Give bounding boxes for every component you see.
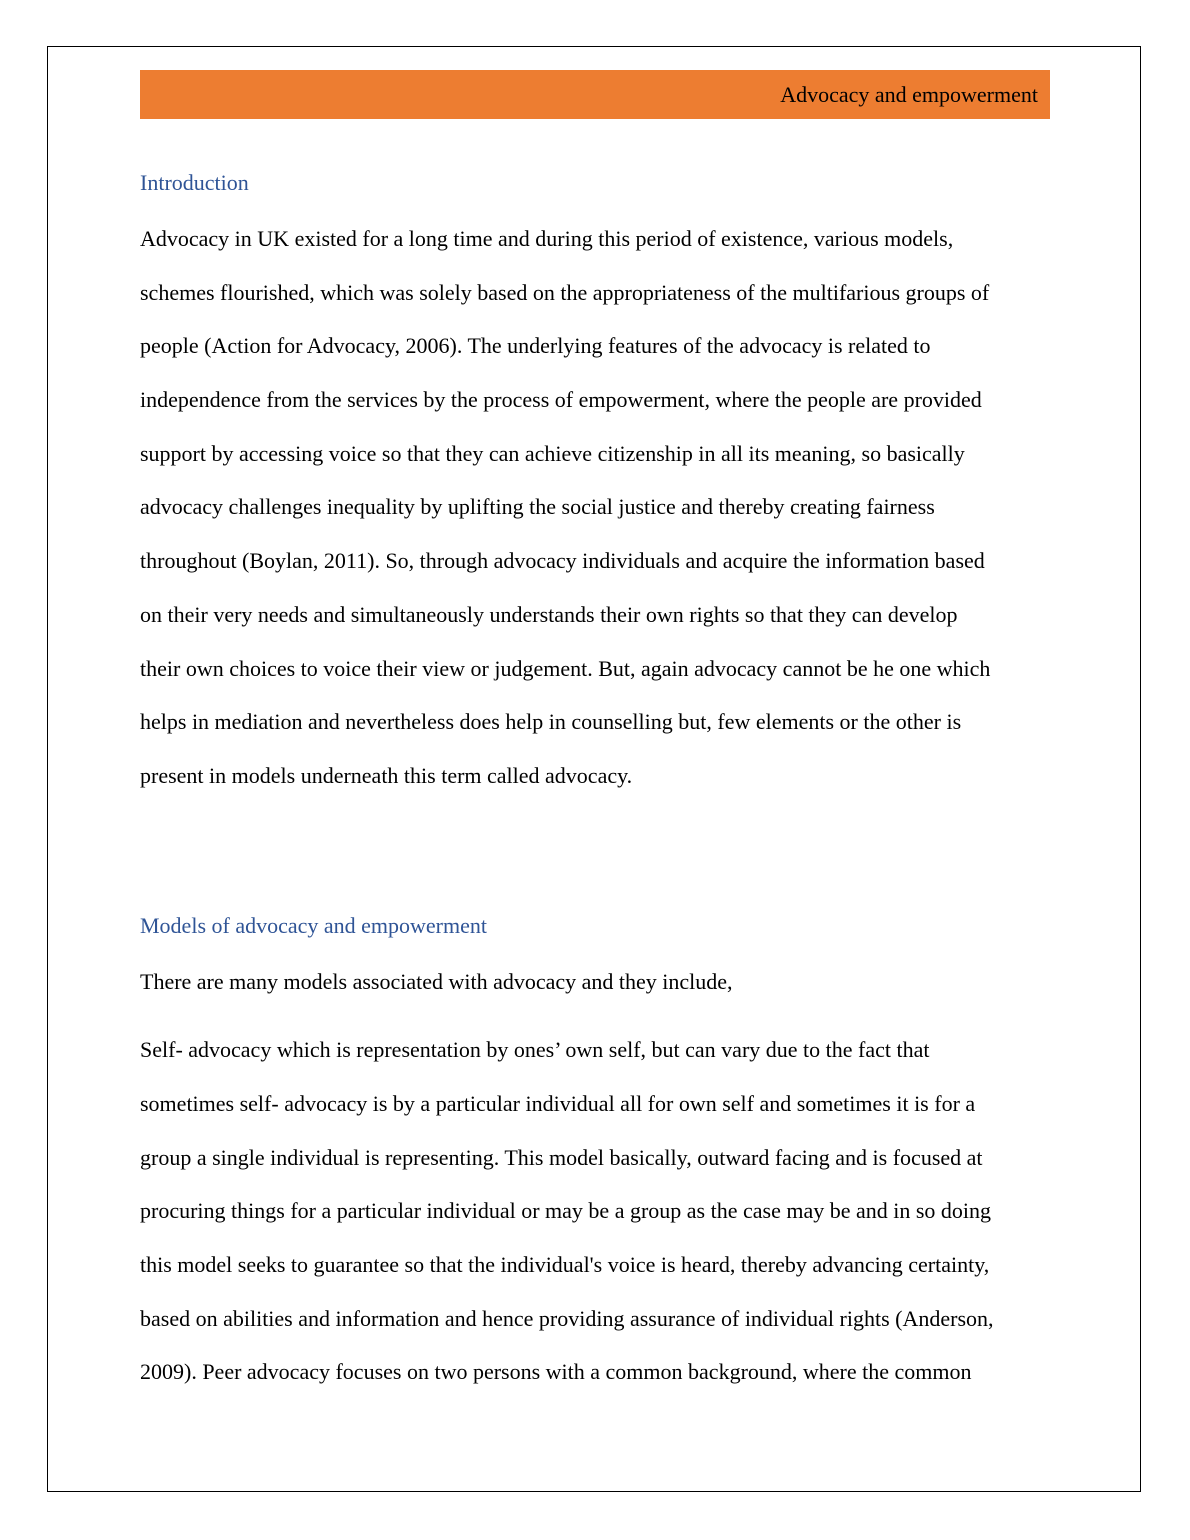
- document-body: [140, 168, 1055, 1399]
- paragraph-line: based on abilities and information and hence providing assurance of individual rights (Anderson,: [140, 1305, 994, 1331]
- models-paragraph: [140, 1023, 1055, 1399]
- paragraph-line: schemes flourished, which was solely based on the appropriateness of the multifarious groups of: [140, 279, 990, 305]
- paragraph-line: 2009). Peer advocacy focuses on two persons with a common background, where the common: [140, 1359, 972, 1385]
- paragraph-line: Advocacy in UK existed for a long time and during this period of existence, various models,: [140, 226, 954, 251]
- paragraph-line: throughout (Boylan, 2011). So, through advocacy individuals and acquire the information based: [140, 548, 985, 574]
- paragraph-line: this model seeks to guarantee so that the individual's voice is heard, thereby advancing certainty,: [140, 1252, 990, 1277]
- header-bar: [140, 70, 1050, 119]
- paragraph-line: present in models underneath this term called advocacy.: [140, 762, 633, 788]
- header-title: Advocacy and empowerment: [780, 81, 1038, 107]
- models-heading: Models of advocacy and empowerment: [140, 912, 487, 938]
- introduction-heading: Introduction: [140, 170, 249, 195]
- paragraph-line: their own choices to voice their view or judgement. But, again advocacy cannot be he one which: [140, 655, 991, 681]
- paragraph-line: helps in mediation and nevertheless does help in counselling but, few elements or the other is: [140, 709, 962, 735]
- introduction-paragraph: [140, 212, 1055, 803]
- paragraph-line: advocacy challenges inequality by uplifting the social justice and thereby creating fairness: [140, 494, 935, 520]
- paragraph-line: support by accessing voice so that they can achieve citizenship in all its meaning, so basically: [140, 440, 965, 466]
- paragraph-line: procuring things for a particular individual or may be a group as the case may be and in so doing: [140, 1198, 992, 1224]
- paragraph-line: sometimes self- advocacy is by a particular individual all for own self and sometimes it is for a: [140, 1090, 976, 1116]
- paragraph-line: There are many models associated with advocacy and they include,: [140, 968, 733, 994]
- paragraph-line: on their very needs and simultaneously understands their own rights so that they can develop: [140, 601, 958, 627]
- models-intro-paragraph: [140, 955, 1055, 1009]
- paragraph-line: people (Action for Advocacy, 2006). The underlying features of the advocacy is related to: [140, 333, 931, 359]
- paragraph-line: group a single individual is representing. This model basically, outward facing and is focused at: [140, 1144, 983, 1170]
- paragraph-line: Self- advocacy which is representation by ones’ own self, but can vary due to the fact that: [140, 1037, 930, 1063]
- paragraph-line: independence from the services by the process of empowerment, where the people are provided: [140, 387, 982, 413]
